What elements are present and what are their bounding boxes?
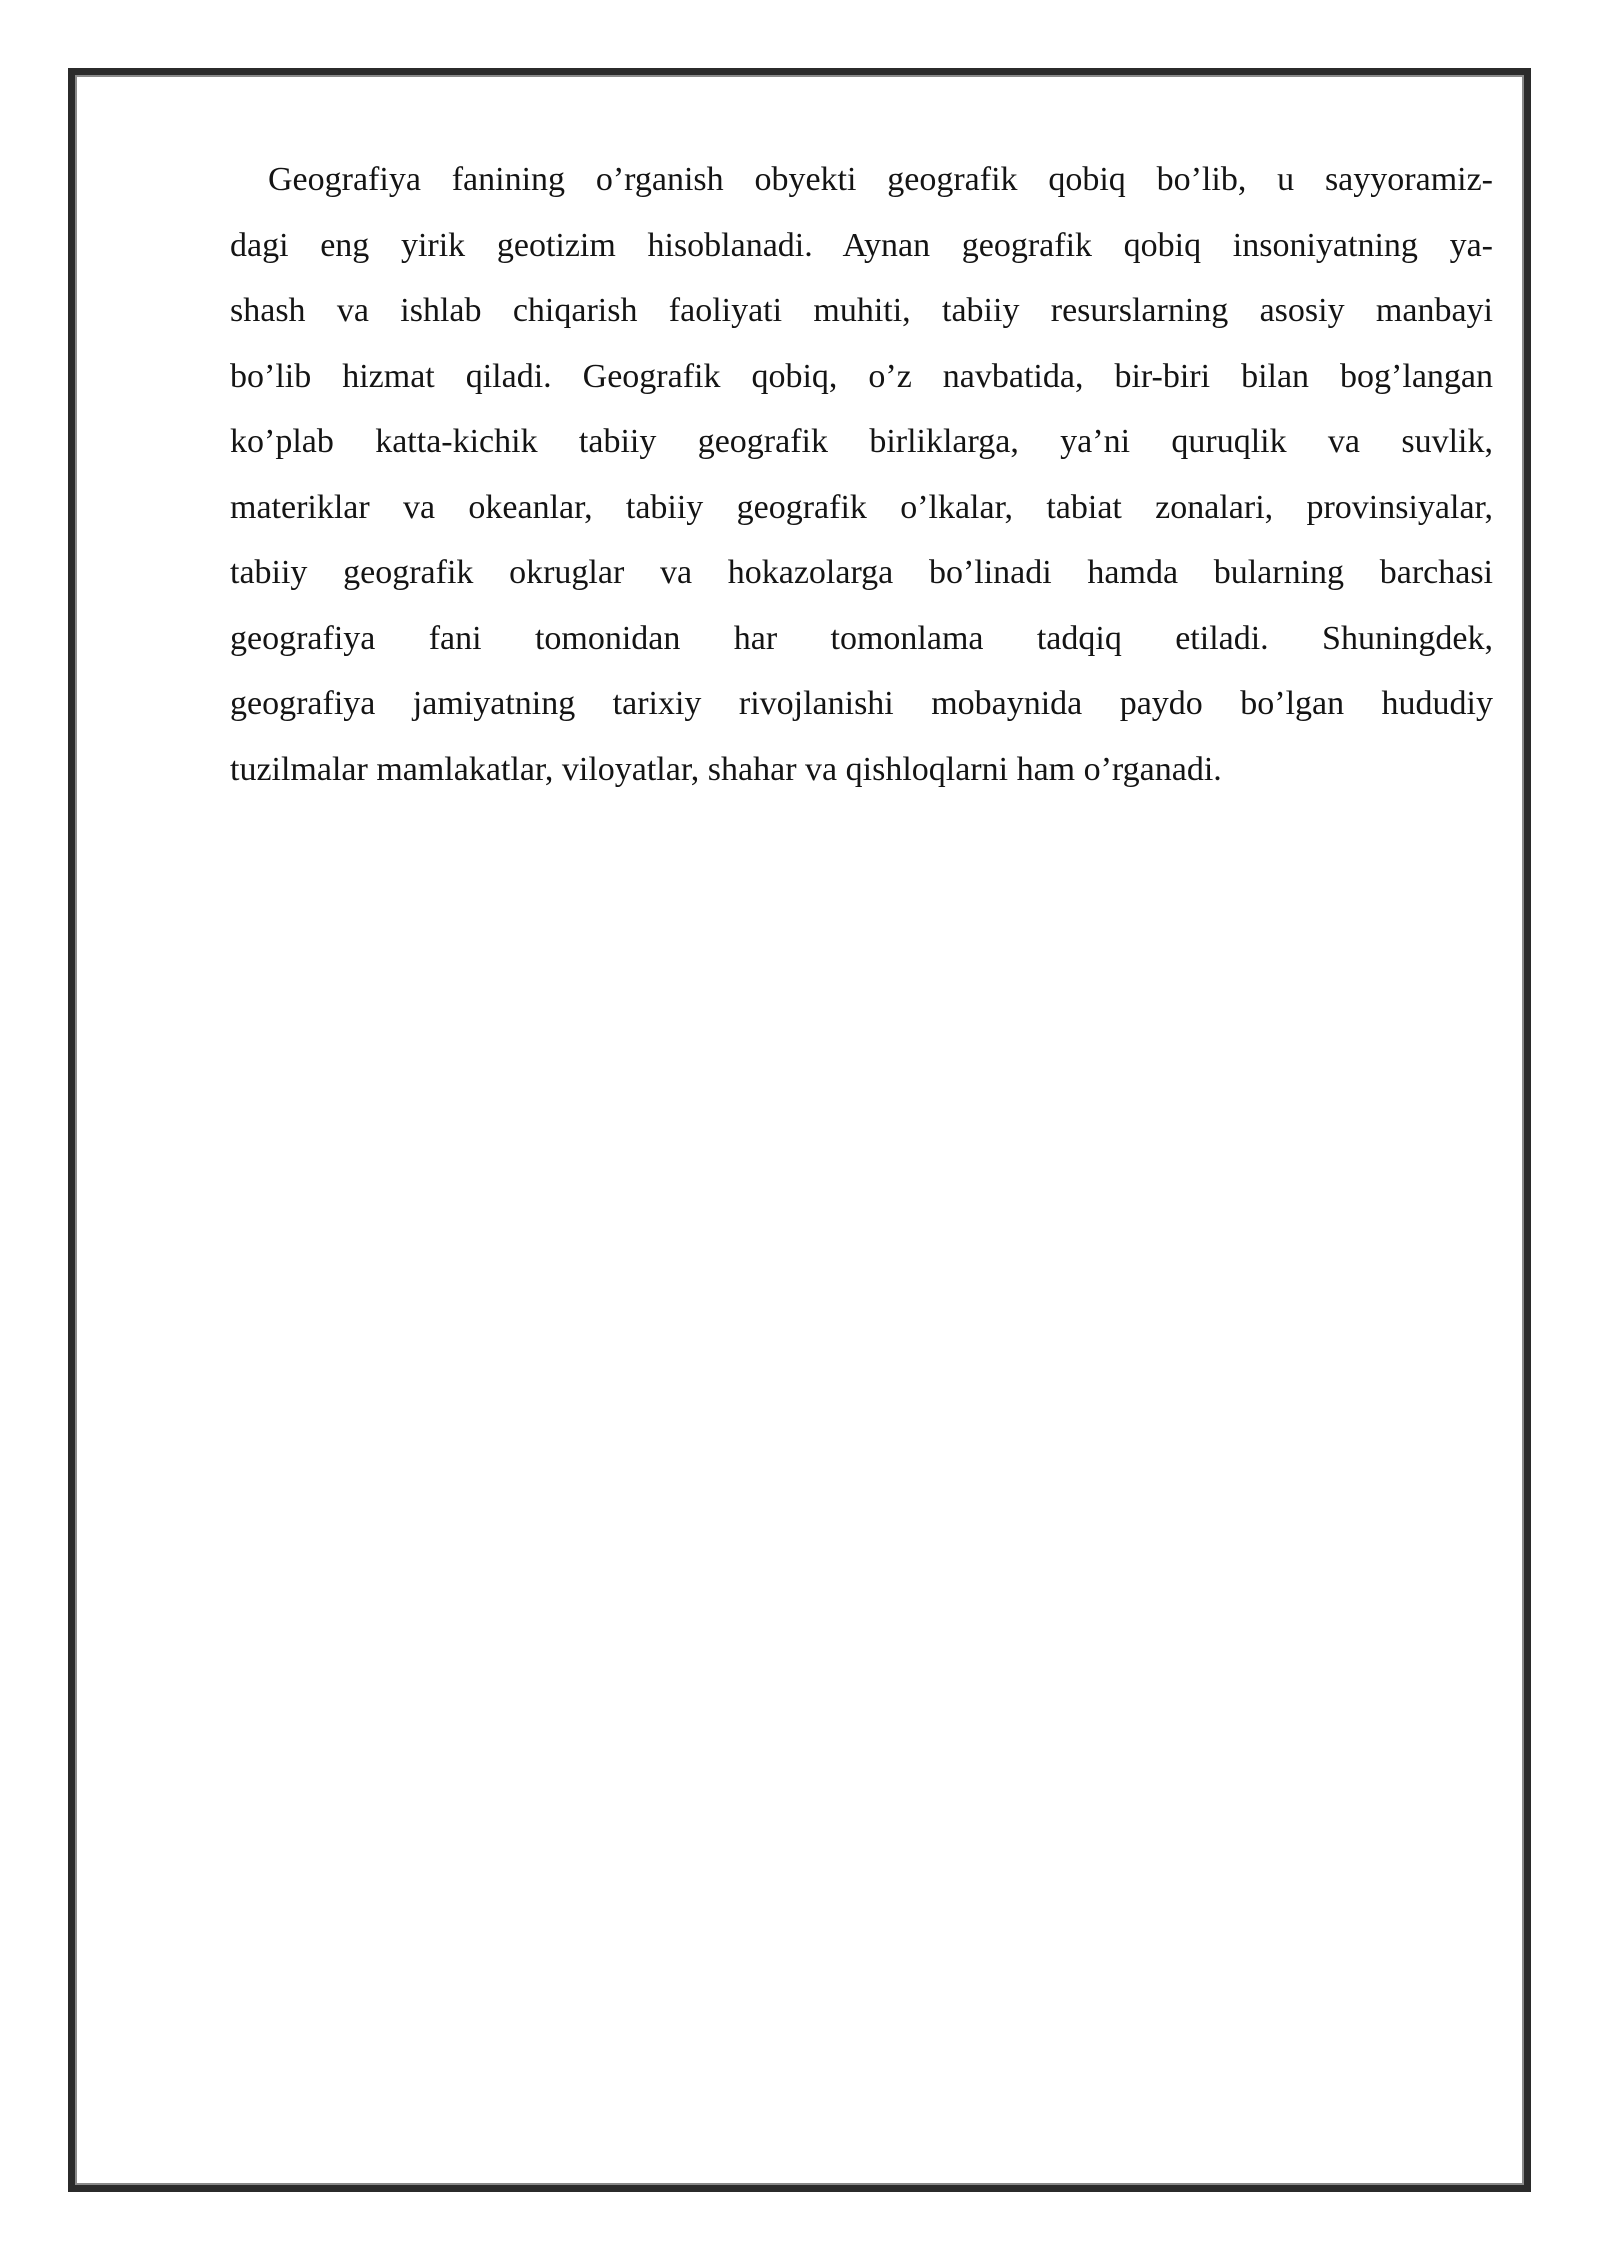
paragraph-line: Geografiya fanining o’rganish obyekti geografik qobiq bo’lib, u sayyoramiz-: [268, 161, 1493, 198]
paragraph-line: dagi eng yirik geotizim hisoblanadi. Aynan geografik qobiq insoniyatning ya-: [230, 226, 1493, 264]
paragraph-line: tuzilmalar mamlakatlar, viloyatlar, shahar va qishloqlarni ham o’rganadi.: [230, 750, 1222, 788]
paragraph-line: materiklar va okeanlar, tabiiy geografik o’lkalar, tabiat zonalari, provinsiyalar,: [230, 488, 1493, 526]
paragraph-line: ko’plab katta-kichik tabiiy geografik birliklarga, ya’ni quruqlik va suvlik,: [230, 423, 1493, 460]
paragraph-line: tabiiy geografik okruglar va hokazolarga bo’linadi hamda bularning barchasi: [230, 554, 1493, 591]
paragraph-line: geografiya fani tomonidan har tomonlama tadqiq etiladi. Shuningdek,: [230, 619, 1493, 657]
paragraph-line: shash va ishlab chiqarish faoliyati muhiti, tabiiy resurslarning asosiy manbayi: [230, 292, 1493, 329]
paragraph-line: geografiya jamiyatning tarixiy rivojlanishi mobaynida paydo bo’lgan hududiy: [230, 685, 1493, 722]
paragraph: [230, 147, 1493, 802]
paragraph-line: bo’lib hizmat qiladi. Geografik qobiq, o’z navbatida, bir-biri bilan bog’langan: [230, 357, 1493, 395]
